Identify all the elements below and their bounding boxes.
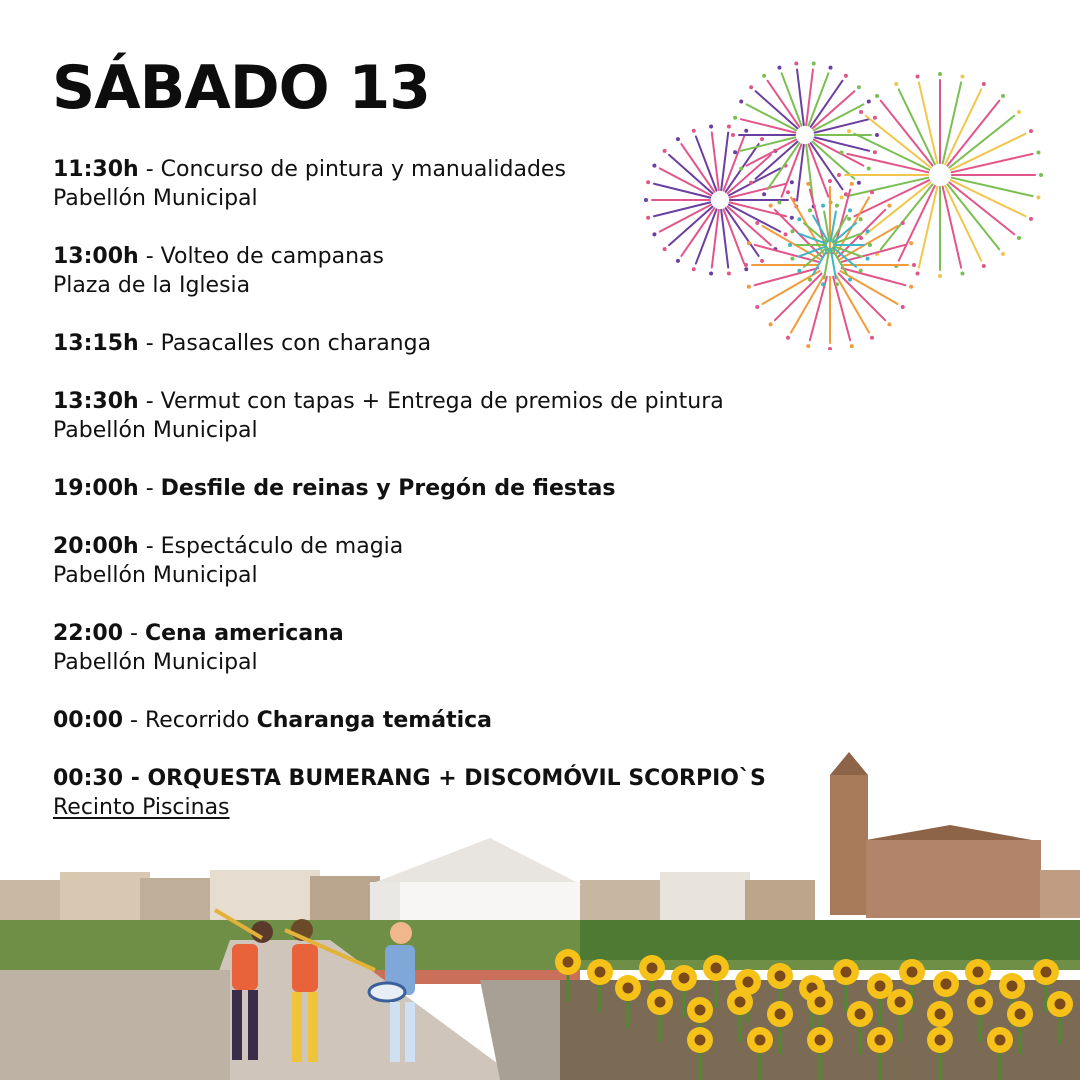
firework-spark [912, 263, 916, 267]
firework-spark [760, 137, 764, 141]
firework-spark [1001, 252, 1005, 256]
firework-spark [867, 166, 871, 170]
event-place: Pabellón Municipal [53, 650, 258, 675]
event-separator: - [138, 389, 161, 414]
firework-spark [859, 269, 863, 273]
firework-spark [887, 322, 891, 326]
firework-spark [769, 322, 773, 326]
firework-spark [644, 198, 648, 202]
sunflower-center [679, 973, 690, 984]
event-item [53, 532, 813, 590]
firework-spark [848, 208, 852, 212]
sunflower-center [1041, 967, 1052, 978]
event-separator: - [138, 157, 161, 182]
firework-spark [960, 271, 964, 275]
firework-spark [786, 336, 790, 340]
firework-spark [901, 305, 905, 309]
event-place: Pabellón Municipal [53, 418, 258, 443]
event-activity: Vermut con tapas + Entrega de premios de pintura [160, 389, 724, 414]
firework-spark [1029, 217, 1033, 221]
firework-spark [850, 182, 854, 186]
firework-spark [1029, 129, 1033, 133]
firework-spark [870, 336, 874, 340]
firework-spark [835, 204, 839, 208]
event-place: Plaza de la Iglesia [53, 273, 251, 298]
firework-spark [938, 72, 942, 76]
sunflower-center [995, 1035, 1006, 1046]
firework-spark [1017, 236, 1021, 240]
sunflower-center [895, 997, 906, 1008]
sunflower-center [935, 1009, 946, 1020]
firework-spark [784, 232, 788, 236]
firework-spark [755, 221, 759, 225]
event-separator: - [138, 476, 161, 501]
event-separator: - [138, 244, 161, 269]
firework-spark [835, 282, 839, 286]
sunflower-center [695, 1005, 706, 1016]
firework-spark [982, 82, 986, 86]
firework-ray [768, 143, 800, 189]
firework-spark [1001, 94, 1005, 98]
sunflower-center [907, 967, 918, 978]
firework-spark [794, 62, 798, 66]
sunflower-center [647, 963, 658, 974]
firework-spark [1039, 173, 1043, 177]
event-time: 00:30 [53, 766, 124, 791]
firework-spark [840, 151, 844, 155]
event-time: 00:00 [53, 708, 124, 733]
firework-burst-orange [744, 179, 916, 350]
firework-spark [828, 347, 832, 350]
firework-spark [960, 75, 964, 79]
sunflower-center [855, 1009, 866, 1020]
firework-spark [652, 164, 656, 168]
firework-spark [806, 182, 810, 186]
firework-spark [676, 137, 680, 141]
firework-spark [744, 263, 748, 267]
event-item [53, 474, 813, 503]
event-place: Pabellón Municipal [53, 186, 258, 211]
event-time: 13:00h [53, 244, 139, 269]
firework-spark [749, 85, 753, 89]
firework-spark [828, 179, 832, 183]
event-item [53, 387, 813, 445]
firework-ray [681, 144, 714, 192]
sunflower-center [623, 983, 634, 994]
firework-spark [866, 229, 870, 233]
sunflower-center [941, 979, 952, 990]
firework-spark [857, 181, 861, 185]
sunflower-center [711, 963, 722, 974]
firework-spark [873, 150, 877, 154]
firework-spark [747, 241, 751, 245]
firework-spark [731, 133, 735, 137]
firework-spark [808, 278, 812, 282]
firework-spark [850, 344, 854, 348]
firework-spark [868, 243, 872, 247]
firework-spark [709, 271, 713, 275]
sunflower-center [735, 997, 746, 1008]
firework-spark [762, 74, 766, 78]
firework-spark [812, 62, 816, 66]
event-time: 13:30h [53, 389, 139, 414]
sunflower-center [755, 1035, 766, 1046]
firework-spark [733, 150, 737, 154]
firework-spark [727, 271, 731, 275]
firework-spark [909, 241, 913, 245]
event-time: 22:00 [53, 621, 124, 646]
firework-spark [916, 75, 920, 79]
sunflower-center [655, 997, 666, 1008]
firework-spark [790, 229, 794, 233]
firework-spark [747, 285, 751, 289]
event-time: 11:30h [53, 157, 139, 182]
firework-spark [808, 208, 812, 212]
firework-spark [692, 267, 696, 271]
firework-burst-purple [644, 125, 796, 276]
sunflower-center [815, 1035, 826, 1046]
fireworks-icon [630, 50, 1070, 350]
firework-spark [739, 100, 743, 104]
firework-ray [811, 143, 843, 189]
event-activity: Concurso de pintura y manualidades [160, 157, 566, 182]
firework-spark [848, 278, 852, 282]
event-item [53, 619, 813, 677]
firework-spark [1036, 151, 1040, 155]
firework-spark [788, 243, 792, 247]
firework-spark [652, 232, 656, 236]
firework-spark [909, 285, 913, 289]
firework-spark [727, 125, 731, 129]
firework-spark [875, 133, 879, 137]
event-place: Pabellón Municipal [53, 563, 258, 588]
event-time: 19:00h [53, 476, 139, 501]
firework-ray [838, 273, 885, 320]
event-separator: - [138, 534, 161, 559]
firework-spark [894, 82, 898, 86]
sunflower-center [775, 971, 786, 982]
firework-spark [709, 125, 713, 129]
village-scene-illustration [0, 740, 1080, 1080]
event-separator: - [138, 331, 161, 356]
sunflower-center [875, 981, 886, 992]
sunflower-center [1055, 999, 1066, 1010]
event-activity: Recorrido [144, 708, 257, 733]
firework-spark [837, 173, 841, 177]
firework-ray [775, 273, 822, 320]
event-place-link[interactable]: Recinto Piscinas [53, 795, 230, 820]
event-activity-bold: Charanga temática [256, 708, 493, 733]
sunflower-center [935, 1035, 946, 1046]
firework-ray [726, 208, 759, 256]
event-separator: - [123, 708, 145, 733]
sunflower-center [815, 997, 826, 1008]
firework-spark [797, 217, 801, 221]
firework-spark [847, 129, 851, 133]
firework-spark [873, 116, 877, 120]
event-activity-bold: Cena americana [144, 621, 344, 646]
event-item [53, 706, 813, 735]
event-activity: Espectáculo de magia [160, 534, 404, 559]
firework-spark [744, 267, 748, 271]
firework-spark [646, 180, 650, 184]
firework-spark [760, 259, 764, 263]
event-activity-bold: ORQUESTA BUMERANG + DISCOMÓVIL SCORPIO`S [147, 766, 766, 791]
firework-spark [749, 181, 753, 185]
sunflower-center [695, 1035, 706, 1046]
firework-spark [663, 247, 667, 251]
sunflower-center [973, 967, 984, 978]
firework-spark [790, 216, 794, 220]
firework-spark [859, 217, 863, 221]
event-separator: - [123, 621, 145, 646]
firework-spark [821, 282, 825, 286]
firework-spark [769, 204, 773, 208]
firework-spark [777, 66, 781, 70]
firework-spark [870, 190, 874, 194]
firework-spark [847, 217, 851, 221]
event-activity: Pasacalles con charanga [160, 331, 432, 356]
firework-spark [867, 100, 871, 104]
firework-spark [1036, 195, 1040, 199]
firework-spark [790, 180, 794, 184]
firework-spark [797, 269, 801, 273]
event-time: 13:15h [53, 331, 139, 356]
sunflower-center [775, 1009, 786, 1020]
sunflower-center [841, 967, 852, 978]
firework-spark [806, 344, 810, 348]
firework-spark [676, 259, 680, 263]
firework-ray [811, 81, 843, 127]
firework-spark [982, 264, 986, 268]
firework-spark [777, 200, 781, 204]
firework-spark [916, 271, 920, 275]
church [830, 752, 1080, 918]
firework-spark [790, 257, 794, 261]
firework-spark [739, 166, 743, 170]
firework-spark [786, 190, 790, 194]
page-title: SÁBADO 13 [52, 53, 431, 123]
firework-spark [859, 110, 863, 114]
firework-spark [1017, 110, 1021, 114]
sunflower-center [1015, 1009, 1026, 1020]
firework-ray [768, 81, 800, 127]
firework-spark [829, 66, 833, 70]
firework-spark [744, 129, 748, 133]
sunflower-center [595, 967, 606, 978]
firework-ray [681, 208, 714, 256]
firework-spark [866, 257, 870, 261]
sunflower-center [743, 977, 754, 988]
firework-spark [844, 74, 848, 78]
firework-spark [663, 149, 667, 153]
firework-spark [887, 204, 891, 208]
event-activity: Volteo de campanas [160, 244, 385, 269]
firework-spark [901, 221, 905, 225]
firework-spark [821, 204, 825, 208]
sunflower-center [563, 957, 574, 968]
sunflower-center [875, 1035, 886, 1046]
sunflower-center [1007, 981, 1018, 992]
firework-spark [840, 195, 844, 199]
firework-spark [762, 192, 766, 196]
firework-spark [857, 85, 861, 89]
firework-spark [733, 116, 737, 120]
event-time: 20:00h [53, 534, 139, 559]
event-separator: - [123, 766, 148, 791]
firework-spark [938, 274, 942, 278]
firework-spark [755, 305, 759, 309]
event-activity-bold: Desfile de reinas y Pregón de fiestas [160, 476, 616, 501]
sunflower-center [975, 997, 986, 1008]
firework-spark [646, 216, 650, 220]
firework-spark [875, 94, 879, 98]
firework-spark [692, 129, 696, 133]
